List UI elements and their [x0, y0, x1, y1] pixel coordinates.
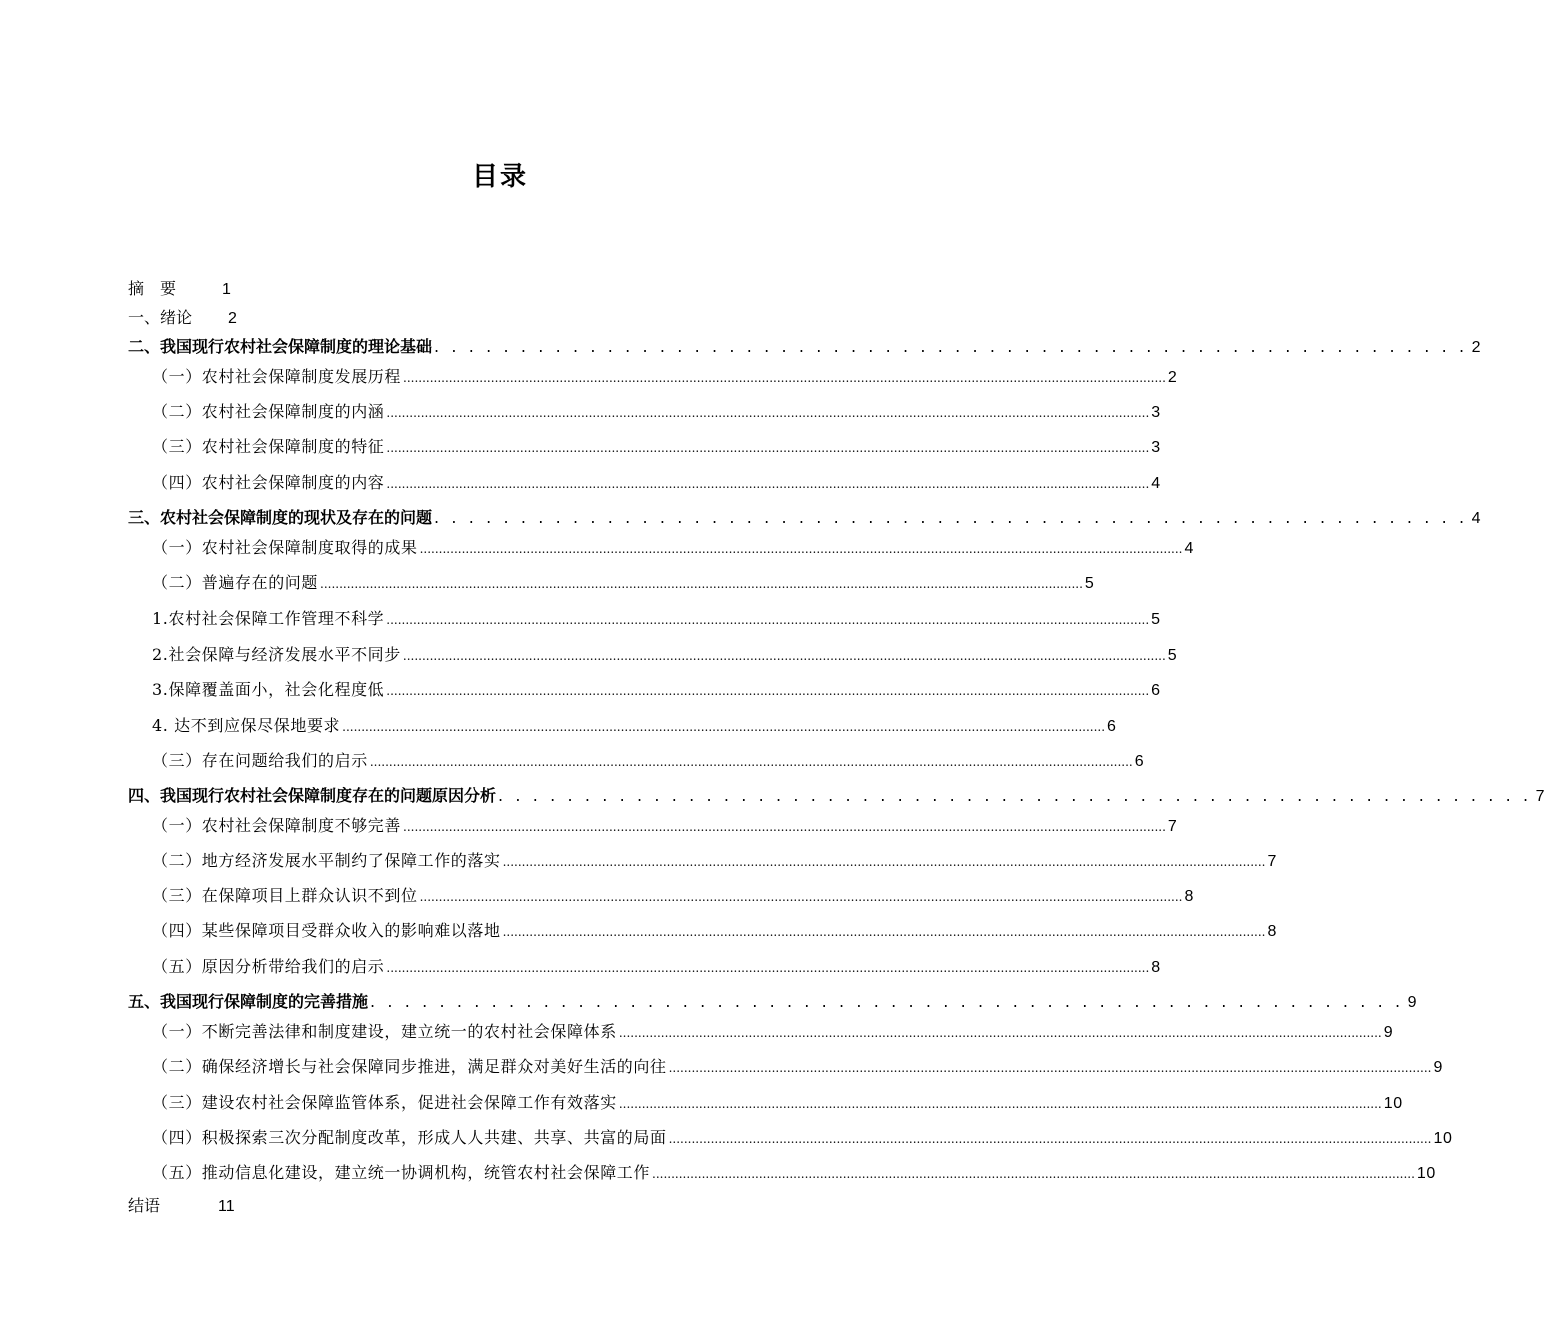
toc-entry-title: （三）存在问题给我们的启示: [152, 751, 368, 770]
toc-entry[interactable]: [152, 1052, 1443, 1082]
toc-dot-leader: ........................................................................................................................................................................................................: [618, 1026, 1382, 1040]
toc-dot-leader: ........................................................................................................................................................................................................: [386, 406, 1150, 420]
toc-dot-leader: ........................................................................................................................................................................................................: [652, 1167, 1415, 1181]
toc-page-number: 8: [1267, 923, 1277, 940]
toc-entry[interactable]: [128, 303, 237, 333]
toc-entry-title: （一）不断完善法律和制度建设，建立统一的农村社会保障体系: [152, 1022, 617, 1041]
toc-page-number: 9: [1383, 1024, 1394, 1041]
toc-page-number: 9: [1407, 994, 1417, 1011]
toc-dot-leader: ........................................................................................................................................................................................................: [403, 820, 1166, 834]
toc-entry[interactable]: [152, 952, 1161, 982]
toc-dot-leader: . . . . . . . . . . . . . . . . . . . . . . . . . . . . . . . . . . . . . . . . . . . . . . . . . . . . . . . . . . . .: [498, 786, 1532, 805]
toc-entry-title: （二）普遍存在的问题: [152, 573, 319, 592]
toc-entry[interactable]: [128, 274, 231, 304]
toc-page-number: 7: [1267, 853, 1277, 870]
toc-entry[interactable]: [152, 468, 1161, 498]
toc-dot-leader: ........................................................................................................................................................................................................: [668, 1132, 1432, 1146]
toc-page-number: 6: [1134, 753, 1145, 770]
toc-entry-title: 3.保障覆盖面小，社会化程度低: [152, 680, 385, 699]
toc-dot-leader: ........................................................................................................................................................................................................: [320, 577, 1083, 591]
toc-dot-leader: . . . . . . . . . . . . . . . . . . . . . . . . . . . . . . . . . . . . . . . . . . . . . . . . . . . . . . . . . . . .: [434, 337, 1468, 356]
toc-entry[interactable]: [128, 987, 1417, 1017]
toc-entry[interactable]: [152, 640, 1178, 670]
toc-entry-title: 五、我国现行保障制度的完善措施: [128, 992, 369, 1011]
toc-entry-title: 一、绪论: [128, 308, 193, 327]
toc-page-number: 6: [1107, 718, 1117, 735]
toc-page-number: 4: [1471, 510, 1481, 527]
toc-entry[interactable]: [152, 675, 1161, 705]
toc-page-number: 10: [1383, 1095, 1403, 1112]
toc-entry[interactable]: [152, 362, 1178, 392]
toc-entry-title: （三）农村社会保障制度的特征: [152, 437, 385, 456]
toc-dot-leader: ........................................................................................................................................................................................................: [386, 961, 1150, 975]
toc-entry-title: （四）某些保障项目受群众收入的影响难以落地: [152, 921, 501, 940]
toc-dot-leader: ........................................................................................................................................................................................................: [419, 890, 1183, 904]
toc-entry[interactable]: [152, 568, 1095, 598]
toc-entry[interactable]: [152, 533, 1194, 563]
toc-entry-title: 三、农村社会保障制度的现状及存在的问题: [128, 508, 433, 527]
toc-dot-leader: ........................................................................................................................................................................................................: [502, 855, 1266, 869]
toc-dot-leader: ........................................................................................................................................................................................................: [618, 1097, 1382, 1111]
toc-entry-title: （二）农村社会保障制度的内涵: [152, 402, 385, 421]
toc-entry-title: 2.社会保障与经济发展水平不同步: [152, 645, 401, 664]
toc-entry-title: 4. 达不到应保尽保地要求: [152, 716, 341, 735]
toc-entry[interactable]: [152, 746, 1145, 776]
toc-page-number: 11: [218, 1198, 235, 1215]
toc-entry-title: （五）推动信息化建设，建立统一协调机构，统管农村社会保障工作: [152, 1163, 651, 1182]
toc-page-number: 5: [1151, 611, 1161, 628]
toc-page-number: 4: [1184, 540, 1194, 557]
toc-entry-title: 结语: [128, 1196, 161, 1215]
toc-dot-leader: . . . . . . . . . . . . . . . . . . . . . . . . . . . . . . . . . . . . . . . . . . . . . . . . . . . . . . . . . . . .: [434, 508, 1468, 527]
toc-page-number: 8: [1151, 959, 1161, 976]
toc-dot-leader: ........................................................................................................................................................................................................: [386, 684, 1150, 698]
toc-dot-leader: ........................................................................................................................................................................................................: [386, 613, 1150, 627]
toc-title: 目录: [471, 162, 528, 192]
toc-page-number: 2: [1471, 339, 1481, 356]
toc-page-number: 3: [1151, 404, 1161, 421]
toc-page-number: 2: [228, 310, 237, 327]
toc-entry[interactable]: [152, 432, 1161, 462]
toc-dot-leader: ........................................................................................................................................................................................................: [386, 477, 1150, 491]
toc-dot-leader: ........................................................................................................................................................................................................: [369, 755, 1133, 769]
toc-entry-title: 摘 要: [128, 279, 177, 298]
toc-dot-leader: ........................................................................................................................................................................................................: [668, 1061, 1432, 1075]
toc-entry-title: （五）原因分析带给我们的启示: [152, 957, 385, 976]
toc-page-number: 7: [1535, 788, 1545, 805]
toc-entry[interactable]: [128, 332, 1481, 362]
toc-page-number: 7: [1167, 818, 1178, 835]
toc-entry[interactable]: [152, 1158, 1436, 1188]
toc-dot-leader: ........................................................................................................................................................................................................: [403, 371, 1166, 385]
toc-page-number: 3: [1151, 439, 1161, 456]
toc-entry-title: （一）农村社会保障制度发展历程: [152, 367, 402, 386]
toc-page-number: 10: [1433, 1130, 1453, 1147]
toc-entry-title: （二）地方经济发展水平制约了保障工作的落实: [152, 851, 501, 870]
toc-entry[interactable]: [128, 503, 1481, 533]
toc-page-number: 5: [1084, 575, 1095, 592]
toc-dot-leader: . . . . . . . . . . . . . . . . . . . . . . . . . . . . . . . . . . . . . . . . . . . . . . . . . . . . . . . . . . . .: [370, 992, 1404, 1011]
toc-page-number: 2: [1167, 369, 1178, 386]
toc-entry[interactable]: [152, 1123, 1453, 1153]
toc-entry[interactable]: [152, 1017, 1394, 1047]
toc-page-number: 10: [1416, 1165, 1436, 1182]
toc-page-number: 1: [222, 281, 231, 298]
toc-entry[interactable]: [152, 881, 1194, 911]
toc-page-number: 6: [1151, 682, 1161, 699]
toc-entry[interactable]: [152, 916, 1277, 946]
toc-dot-leader: ........................................................................................................................................................................................................: [502, 925, 1266, 939]
toc-entry-title: （四）农村社会保障制度的内容: [152, 473, 385, 492]
toc-entry-title: （一）农村社会保障制度取得的成果: [152, 538, 418, 557]
toc-page-number: 8: [1184, 888, 1194, 905]
toc-page-number: 5: [1167, 647, 1178, 664]
toc-entry[interactable]: [152, 711, 1117, 741]
toc-entry-title: 二、我国现行农村社会保障制度的理论基础: [128, 337, 433, 356]
toc-entry[interactable]: [152, 811, 1178, 841]
toc-entry[interactable]: [128, 781, 1545, 811]
toc-page-number: 4: [1151, 475, 1161, 492]
toc-dot-leader: ........................................................................................................................................................................................................: [402, 649, 1166, 663]
toc-entry-title: 1.农村社会保障工作管理不科学: [152, 609, 385, 628]
toc-entry-title: （一）农村社会保障制度不够完善: [152, 816, 402, 835]
toc-entry-title: （二）确保经济增长与社会保障同步推进，满足群众对美好生活的向往: [152, 1057, 667, 1076]
toc-entry[interactable]: [152, 604, 1161, 634]
toc-entry[interactable]: [152, 397, 1161, 427]
toc-dot-leader: ........................................................................................................................................................................................................: [386, 441, 1150, 455]
toc-page-number: 9: [1433, 1059, 1443, 1076]
toc-entry[interactable]: [152, 1088, 1403, 1118]
toc-entry[interactable]: [152, 846, 1277, 876]
toc-entry[interactable]: [128, 1191, 235, 1221]
toc-dot-leader: ........................................................................................................................................................................................................: [342, 720, 1106, 734]
toc-entry-title: （四）积极探索三次分配制度改革，形成人人共建、共享、共富的局面: [152, 1128, 667, 1147]
toc-entry-title: （三）在保障项目上群众认识不到位: [152, 886, 418, 905]
toc-entry-title: 四、我国现行农村社会保障制度存在的问题原因分析: [128, 786, 497, 805]
toc-entry-title: （三）建设农村社会保障监管体系，促进社会保障工作有效落实: [152, 1093, 617, 1112]
toc-dot-leader: ........................................................................................................................................................................................................: [419, 542, 1183, 556]
